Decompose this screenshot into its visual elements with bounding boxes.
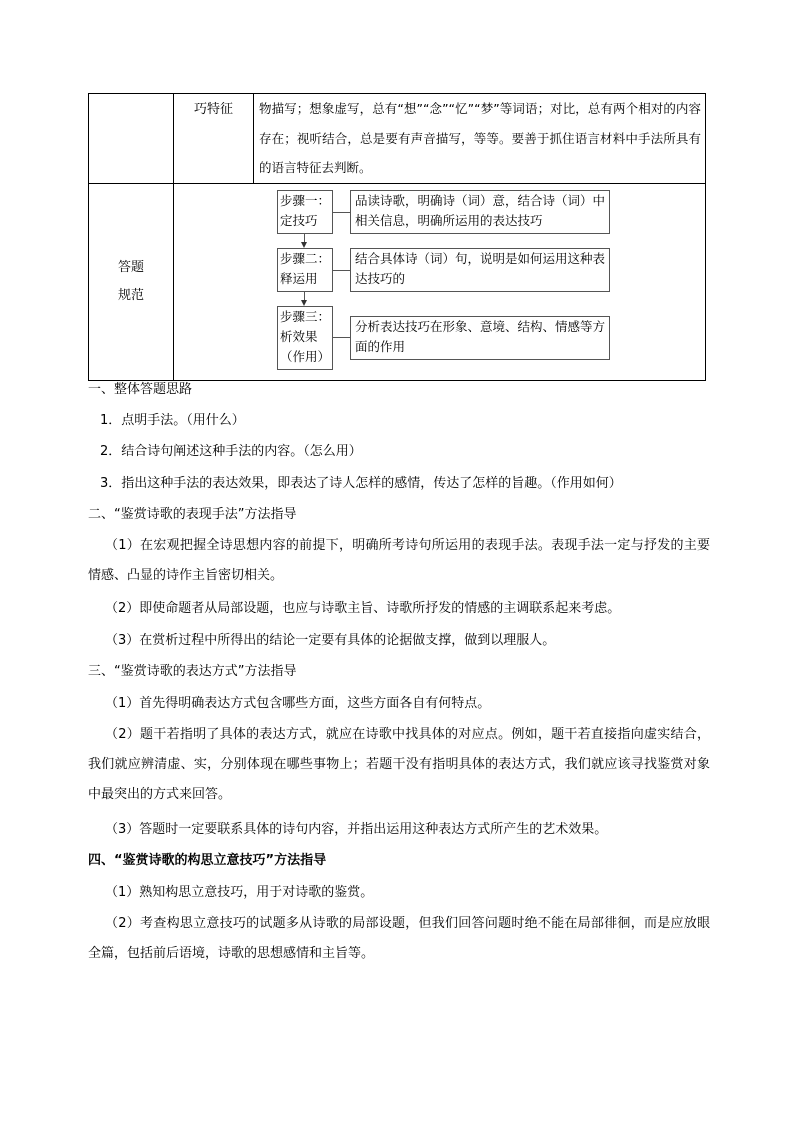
table-row-technique-features [89,94,706,184]
section-3-title: 三、“鉴赏诗歌的表达方式”方法指导 [88,664,297,679]
steps-flowchart [174,184,705,380]
technique-description: 物描写；想象虚写，总有“想”“念”“忆”“梦”等词语；对比，总有两个相对的内容存在；视听结合，总是要有声音描写，等等。要善于抓住语言材料中手法所具有的语言特征去判断。 [259,101,701,175]
step-3-detail: 分析表达技巧在形象、意境、结构、情感等方面的作用 [350,316,610,360]
list-item: （3）答题时一定要联系具体的诗句内容，并指出运用这种表达方式所产生的艺术效果。 [105,822,608,837]
step-1-detail: 品读诗歌，明确诗（词）意，结合诗（词）中相关信息，明确所运用的表达技巧 [350,190,610,234]
step-1-box: 步骤一： 定技巧 [277,190,333,234]
section-4-title: 四、“鉴赏诗歌的构思立意技巧”方法指导 [88,853,327,868]
technique-sub-label: 巧特征 [174,94,254,184]
list-item: （1）在宏观把握全诗思想内容的前提下，明确所考诗句所运用的表现手法。表现手法一定与抒发的主要情感、凸显的诗作主旨密切相关。 [88,538,710,583]
step-2-box: 步骤二： 释运用 [277,248,333,292]
list-item: 1．点明手法。（用什么） [100,413,245,428]
section-1-title: 一、整体答题思路 [88,382,193,397]
list-item: （2）题干若指明了具体的表达方式，就应在诗歌中找具体的对应点。例如，题干若直接指向虚实结合，我们就应辨清虚、实，分别体现在哪些事物上；若题干没有指明具体的表达方式，我们就应该寻找鉴赏对象中最突出的方式来回答。 [88,727,710,802]
list-item: （2）即使命题者从局部设题，也应与诗歌主旨、诗歌所抒发的情感的主调联系起来考虑。 [105,601,621,616]
steps-flowchart-cell [174,183,706,380]
table-cell-empty [89,94,174,184]
list-item: （2）考查构思立意技巧的试题多从诗歌的局部设题，但我们回答问题时绝不能在局部徘徊，而是应放眼全篇，包括前后语境，诗歌的思想感情和主旨等。 [88,916,710,961]
list-item: （1）首先得明确表达方式包含哪些方面，这些方面各自有何特点。 [105,696,491,711]
connector-line [333,270,350,271]
list-item: 3．指出这种手法的表达效果，即表达了诗人怎样的感情，传达了怎样的旨趣。（作用如何） [100,476,622,491]
list-item: 2．结合诗句阐述这种手法的内容。（怎么用） [100,444,362,459]
step-3-box: 步骤三： 析效果 （作用） [277,306,333,370]
answer-spec-table [88,93,706,381]
step-2-detail: 结合具体诗（词）句，说明是如何运用这种表达技巧的 [350,248,610,292]
list-item: （1）熟知构思立意技巧，用于对诗歌的鉴赏。 [105,885,374,900]
list-item: （3）在赏析过程中所得出的结论一定要有具体的论据做支撑，做到以理服人。 [105,633,556,648]
section-2-title: 二、“鉴赏诗歌的表现手法”方法指导 [88,507,297,522]
connector-line [333,337,350,338]
answer-norms-label: 答题 规范 [89,183,174,380]
technique-description-cell [254,94,706,184]
table-row-answer-norms [89,183,706,380]
connector-line [333,212,350,213]
